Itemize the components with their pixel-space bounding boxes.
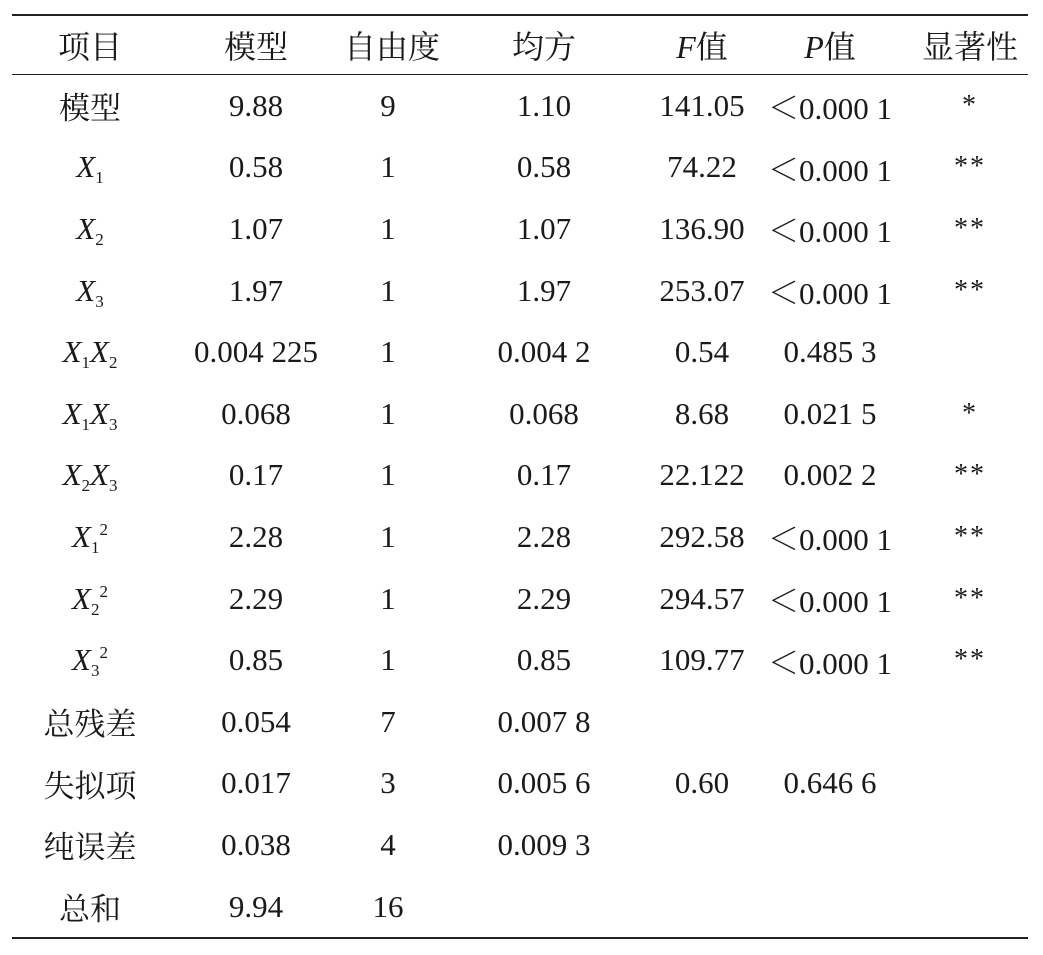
header-significance: 显著性 [921, 29, 1018, 65]
header-p-value [748, 15, 912, 75]
table-row [12, 260, 1028, 322]
variable-symbol: X [76, 210, 96, 246]
cell-model: 0.004 225 [194, 334, 318, 370]
p-suffix: 值 [823, 29, 856, 65]
cell-significance: * [962, 397, 978, 429]
header-mean-square: 均方 [511, 29, 576, 65]
cell-dof: 4 [380, 826, 396, 862]
cell-p-value: 0.021 5 [783, 395, 877, 431]
cell-item [12, 445, 168, 507]
anova-table [12, 14, 1028, 939]
table-row [12, 506, 1028, 568]
table-row [12, 445, 1028, 507]
table-row [12, 75, 1028, 137]
cell-model: 1.07 [228, 210, 284, 246]
cell-dof: 1 [380, 642, 396, 678]
variable-subscript: 1 [81, 353, 90, 373]
cell-mean-square: 1.10 [516, 87, 572, 123]
cell-significance: ** [954, 274, 986, 306]
cell-item [12, 321, 168, 383]
cell-f-value: 0.60 [674, 765, 730, 801]
table-row [12, 814, 1028, 876]
cell-significance: * [962, 89, 978, 121]
cell-p-value [748, 691, 912, 753]
cell-significance [912, 753, 1028, 815]
variable-symbol: X [62, 457, 82, 493]
cell-item: 总和 [59, 892, 121, 928]
variable-symbol: X [62, 334, 82, 370]
cell-model: 2.29 [228, 580, 284, 616]
table-row [12, 629, 1028, 691]
variable-symbol: X [72, 518, 91, 554]
p-symbol: P [804, 29, 824, 65]
variable-superscript: 2 [99, 519, 108, 539]
cell-p-value: 0.646 6 [783, 765, 877, 801]
cell-mean-square: 0.58 [516, 149, 572, 185]
cell-model: 0.068 [221, 395, 291, 431]
cell-model: 9.94 [228, 888, 284, 924]
cell-p-value: ＜0.000 1 [768, 214, 892, 250]
cell-model: 0.85 [228, 642, 284, 678]
cell-dof: 1 [380, 334, 396, 370]
cell-f-value: 0.54 [674, 334, 730, 370]
cell-item [12, 137, 168, 199]
cell-item: 失拟项 [43, 768, 137, 804]
cell-model: 0.038 [221, 826, 291, 862]
cell-significance [912, 814, 1028, 876]
cell-f-value: 74.22 [667, 149, 737, 185]
cell-dof: 9 [380, 87, 396, 123]
cell-item [12, 383, 168, 445]
cell-mean-square: 0.009 3 [497, 826, 591, 862]
table-row [12, 753, 1028, 815]
f-symbol: F [676, 29, 696, 65]
cell-p-value: 0.485 3 [783, 334, 877, 370]
variable-superscript: 2 [99, 581, 108, 601]
table-body [12, 75, 1028, 939]
variable-symbol: X [90, 395, 109, 431]
cell-significance: ** [954, 644, 986, 676]
cell-item [12, 260, 168, 322]
cell-model: 0.054 [221, 703, 291, 739]
cell-model: 0.17 [228, 457, 284, 493]
cell-dof: 1 [380, 518, 396, 554]
table-row [12, 383, 1028, 445]
cell-item [12, 506, 168, 568]
cell-dof: 1 [380, 272, 396, 308]
cell-p-value: ＜0.000 1 [768, 152, 892, 188]
cell-f-value: 294.57 [659, 580, 745, 616]
table-row [12, 568, 1028, 630]
cell-f-value: 136.90 [659, 210, 745, 246]
cell-dof: 1 [380, 149, 396, 185]
variable-subscript: 3 [108, 476, 118, 496]
cell-f-value: 292.58 [659, 518, 745, 554]
cell-mean-square: 1.07 [516, 210, 572, 246]
cell-dof: 1 [380, 457, 396, 493]
cell-p-value: ＜0.000 1 [768, 584, 892, 620]
cell-significance: ** [954, 459, 986, 491]
variable-symbol: X [90, 334, 109, 370]
variable-subscript: 2 [81, 476, 90, 496]
variable-symbol: X [90, 457, 109, 493]
table-row [12, 876, 1028, 939]
cell-model: 0.017 [221, 765, 291, 801]
variable-subscript: 2 [90, 599, 100, 619]
cell-model: 9.88 [228, 87, 284, 123]
cell-mean-square: 0.068 [509, 395, 579, 431]
header-row [12, 15, 1028, 75]
cell-mean-square: 0.17 [516, 457, 572, 493]
cell-significance [912, 876, 1028, 939]
cell-dof: 7 [380, 703, 396, 739]
cell-p-value: ＜0.000 1 [768, 276, 892, 312]
cell-item [12, 568, 168, 630]
variable-subscript: 2 [95, 229, 104, 249]
variable-symbol: X [72, 580, 91, 616]
header-model: 模型 [223, 29, 288, 65]
cell-significance: ** [954, 151, 986, 183]
variable-subscript: 3 [108, 414, 118, 434]
variable-symbol: X [72, 642, 91, 678]
variable-symbol: X [76, 149, 96, 185]
variable-subscript: 2 [108, 353, 118, 373]
cell-mean-square [432, 876, 656, 939]
variable-subscript: 1 [90, 537, 100, 557]
cell-p-value [748, 814, 912, 876]
variable-symbol: X [62, 395, 82, 431]
cell-f-value [656, 691, 748, 753]
cell-mean-square: 2.28 [516, 518, 572, 554]
table-row [12, 321, 1028, 383]
cell-p-value: ＜0.000 1 [768, 645, 892, 681]
cell-p-value [748, 876, 912, 939]
cell-item: 模型 [59, 91, 121, 127]
header-item: 项目 [57, 29, 122, 65]
cell-item: 总残差 [43, 707, 137, 743]
table-row [12, 137, 1028, 199]
cell-mean-square: 2.29 [516, 580, 572, 616]
cell-item [12, 198, 168, 260]
cell-model: 2.28 [228, 518, 284, 554]
cell-f-value: 109.77 [659, 642, 745, 678]
cell-item [12, 629, 168, 691]
cell-dof: 1 [380, 395, 396, 431]
cell-dof: 1 [380, 210, 396, 246]
cell-p-value: 0.002 2 [783, 457, 877, 493]
variable-superscript: 2 [99, 643, 108, 663]
cell-f-value: 253.07 [659, 272, 745, 308]
cell-p-value: ＜0.000 1 [768, 91, 892, 127]
cell-mean-square: 0.004 2 [497, 334, 591, 370]
variable-symbol: X [76, 272, 96, 308]
cell-significance [912, 691, 1028, 753]
cell-f-value: 141.05 [659, 87, 745, 123]
cell-dof: 16 [372, 888, 404, 924]
cell-model: 0.58 [228, 149, 284, 185]
cell-significance: ** [954, 520, 986, 552]
cell-model: 1.97 [228, 272, 284, 308]
cell-f-value: 8.68 [674, 395, 730, 431]
table-row [12, 691, 1028, 753]
cell-f-value [656, 876, 748, 939]
cell-mean-square: 0.007 8 [497, 703, 591, 739]
cell-significance: ** [954, 212, 986, 244]
cell-significance [912, 321, 1028, 383]
header-f-value [656, 15, 748, 75]
cell-mean-square: 0.005 6 [497, 765, 591, 801]
variable-subscript: 1 [81, 414, 90, 434]
cell-significance: ** [954, 582, 986, 614]
cell-f-value [656, 814, 748, 876]
cell-dof: 1 [380, 580, 396, 616]
variable-subscript: 3 [95, 291, 104, 311]
variable-subscript: 1 [95, 168, 104, 188]
variable-subscript: 3 [90, 661, 100, 681]
header-dof: 自由度 [344, 29, 441, 65]
table-row [12, 198, 1028, 260]
cell-mean-square: 0.85 [516, 642, 572, 678]
cell-mean-square: 1.97 [516, 272, 572, 308]
cell-dof: 3 [380, 765, 396, 801]
cell-item: 纯误差 [43, 830, 137, 866]
cell-p-value: ＜0.000 1 [768, 522, 892, 558]
cell-f-value: 22.122 [659, 457, 745, 493]
f-suffix: 值 [695, 29, 728, 65]
